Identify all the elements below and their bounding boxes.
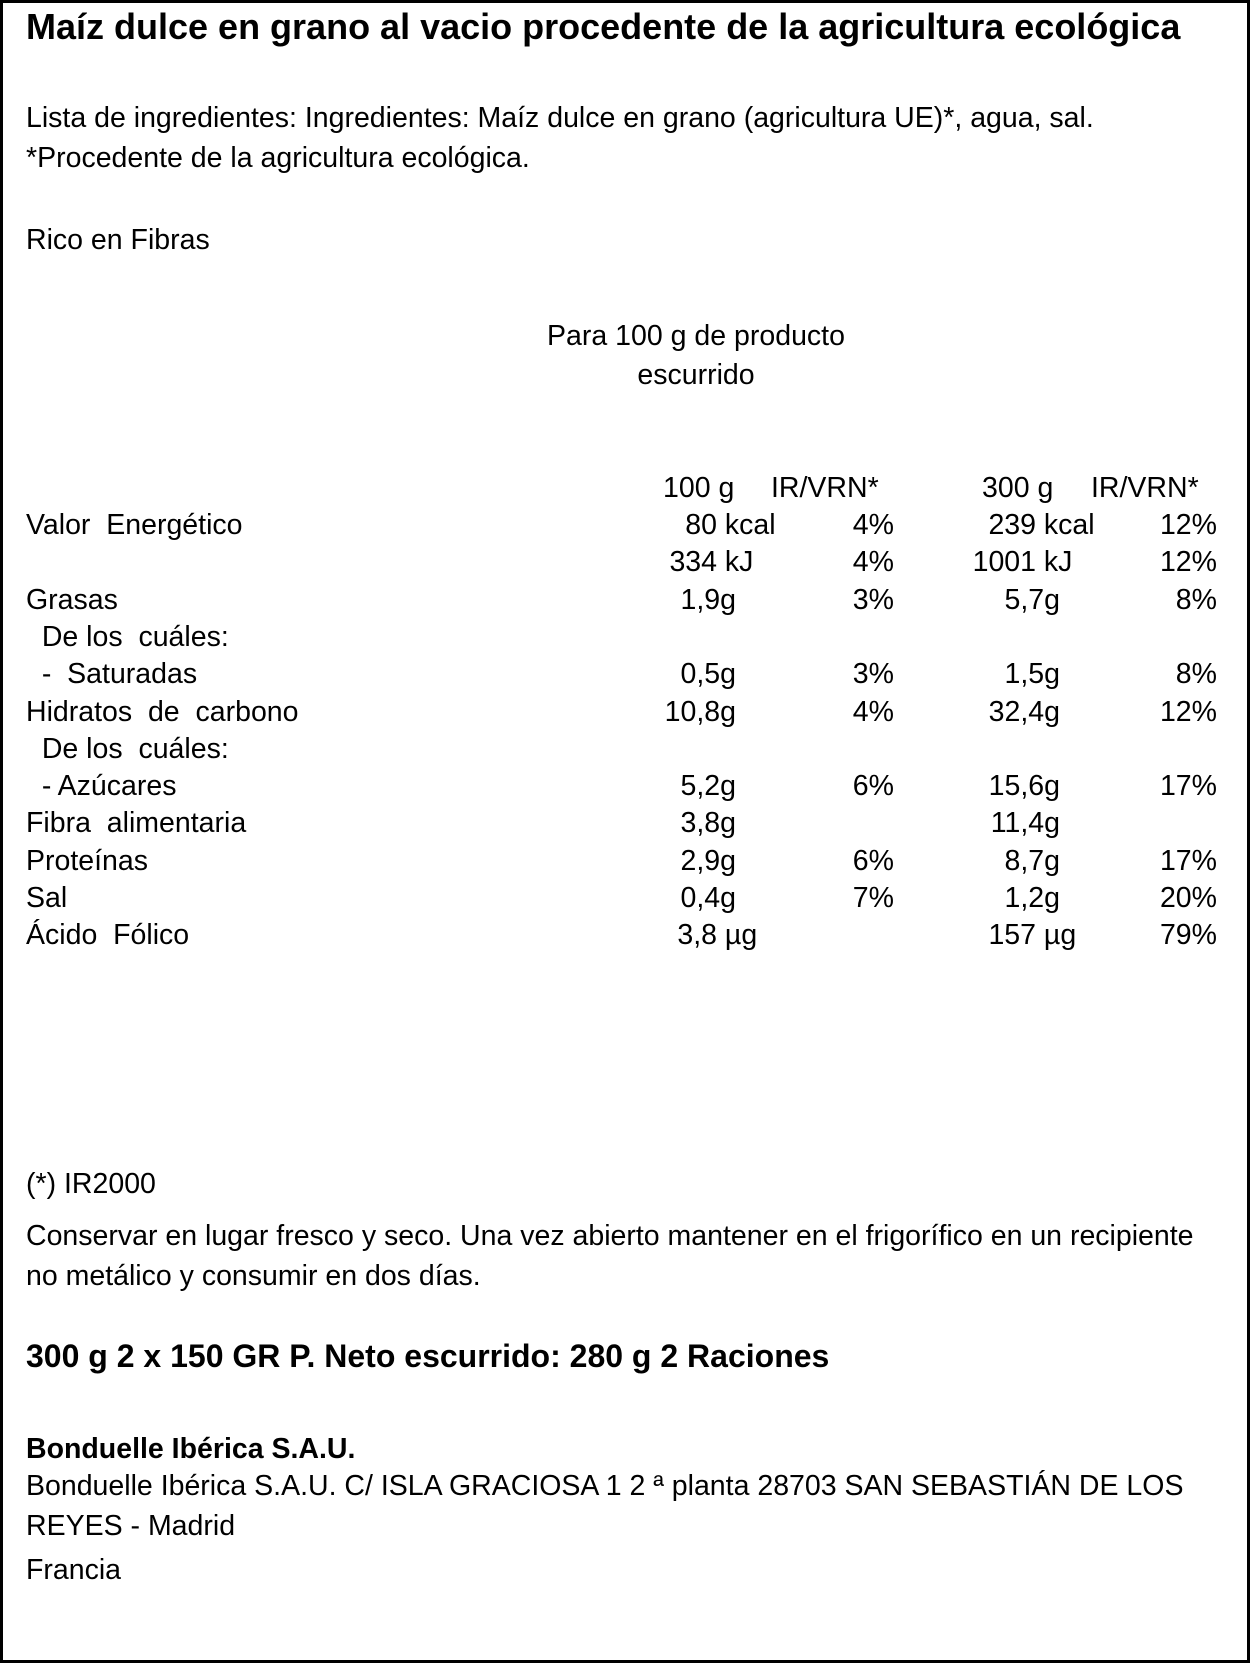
row-value-300g: 1001 kJ bbox=[972, 546, 1073, 579]
row-value-300g: 15,6g bbox=[988, 770, 1060, 803]
table-header-line2: escurrido bbox=[637, 359, 755, 391]
col-header-irvrn-300g: IR/VRN* bbox=[1091, 472, 1199, 504]
ir-footnote: (*) IR2000 bbox=[26, 1168, 156, 1200]
company-name: Bonduelle Ibérica S.A.U. bbox=[26, 1433, 356, 1465]
row-label: Valor Energético bbox=[26, 509, 243, 541]
row-value-100g: 0,4g bbox=[680, 882, 736, 914]
net-weight: 300 g 2 x 150 GR P. Neto escurrido: 280 g 2 Raciones bbox=[26, 1338, 830, 1374]
row-label: Fibra alimentaria bbox=[26, 807, 247, 840]
row-value-300g: 1,5g bbox=[1004, 658, 1060, 691]
row-percent-100g: 4% bbox=[852, 695, 894, 728]
row-value-300g: 11,4g bbox=[990, 807, 1060, 840]
row-value-100g: 0,5g bbox=[680, 658, 736, 691]
row-label: - Saturadas bbox=[26, 658, 198, 691]
row-percent-300g: 17% bbox=[1159, 770, 1217, 803]
row-value-100g: 334 kJ bbox=[669, 546, 754, 579]
row-percent-300g: 12% bbox=[1159, 695, 1217, 728]
row-value-300g: 1,2g bbox=[1004, 882, 1060, 914]
row-value-100g: 1,9g bbox=[680, 583, 736, 616]
row-value-100g: 3,8 µg bbox=[677, 919, 758, 952]
row-percent-100g: 3% bbox=[852, 583, 894, 616]
row-label: Hidratos de carbono bbox=[26, 695, 299, 728]
nutrition-claim: Rico en Fibras bbox=[26, 224, 210, 256]
row-label: - Azúcares bbox=[26, 770, 177, 803]
company-address: Bonduelle Ibérica S.A.U. C/ ISLA GRACIOSA 1 2 ª planta 28703 SAN SEBASTIÁN DE LOS REYES - Madrid bbox=[26, 1470, 1184, 1542]
row-percent-100g: 4% bbox=[852, 546, 894, 579]
row-percent-300g: 8% bbox=[1175, 583, 1217, 616]
row-label: De los cuáles: bbox=[26, 620, 229, 653]
row-percent-100g: 6% bbox=[852, 844, 894, 877]
row-label: Grasas bbox=[26, 583, 118, 616]
row-percent-300g: 17% bbox=[1159, 844, 1217, 877]
col-header-300g: 300 g bbox=[982, 472, 1054, 504]
row-percent-300g: 8% bbox=[1175, 658, 1217, 691]
storage-instructions: Conservar en lugar fresco y seco. Una vez abierto mantener en el frigorífico en un recipiente no metálico y consumir en dos días. bbox=[26, 1220, 1194, 1292]
col-header-100g: 100 g bbox=[663, 472, 735, 504]
row-label: Proteínas bbox=[26, 844, 148, 877]
row-percent-100g: 7% bbox=[852, 882, 894, 914]
row-value-300g: 32,4g bbox=[988, 695, 1060, 728]
row-value-300g: 157 µg bbox=[988, 919, 1077, 952]
row-value-300g: 5,7g bbox=[1004, 583, 1060, 616]
product-title: Maíz dulce en grano al vacio procedente de la agricultura ecológica bbox=[26, 6, 1181, 47]
row-value-300g: 8,7g bbox=[1004, 844, 1060, 877]
row-label: Ácido Fólico bbox=[26, 919, 190, 952]
row-percent-100g: 4% bbox=[852, 509, 894, 541]
country-text: Francia bbox=[26, 1554, 122, 1586]
row-percent-300g: 20% bbox=[1159, 882, 1217, 914]
col-header-irvrn-100g: IR/VRN* bbox=[771, 472, 879, 504]
row-label: Sal bbox=[26, 882, 68, 914]
row-value-100g: 10,8g bbox=[664, 695, 736, 728]
row-value-100g: 3,8g bbox=[680, 807, 736, 840]
row-value-100g: 2,9g bbox=[680, 844, 736, 877]
row-percent-300g: 12% bbox=[1159, 509, 1217, 541]
row-value-300g: 239 kcal bbox=[988, 509, 1095, 541]
row-percent-100g: 3% bbox=[852, 658, 894, 691]
row-label: De los cuáles: bbox=[26, 732, 229, 765]
row-percent-100g: 6% bbox=[852, 770, 894, 803]
row-value-100g: 5,2g bbox=[680, 770, 736, 803]
row-percent-300g: 12% bbox=[1159, 546, 1217, 579]
row-value-100g: 80 kcal bbox=[685, 509, 776, 541]
table-header-line1: Para 100 g de producto bbox=[547, 320, 845, 352]
row-percent-300g: 79% bbox=[1159, 919, 1217, 952]
ingredients-text: Lista de ingredientes: Ingredientes: Maíz dulce en grano (agricultura UE)*, agua, sal. *Procedente de la agricultura ecológica. bbox=[26, 102, 1094, 174]
